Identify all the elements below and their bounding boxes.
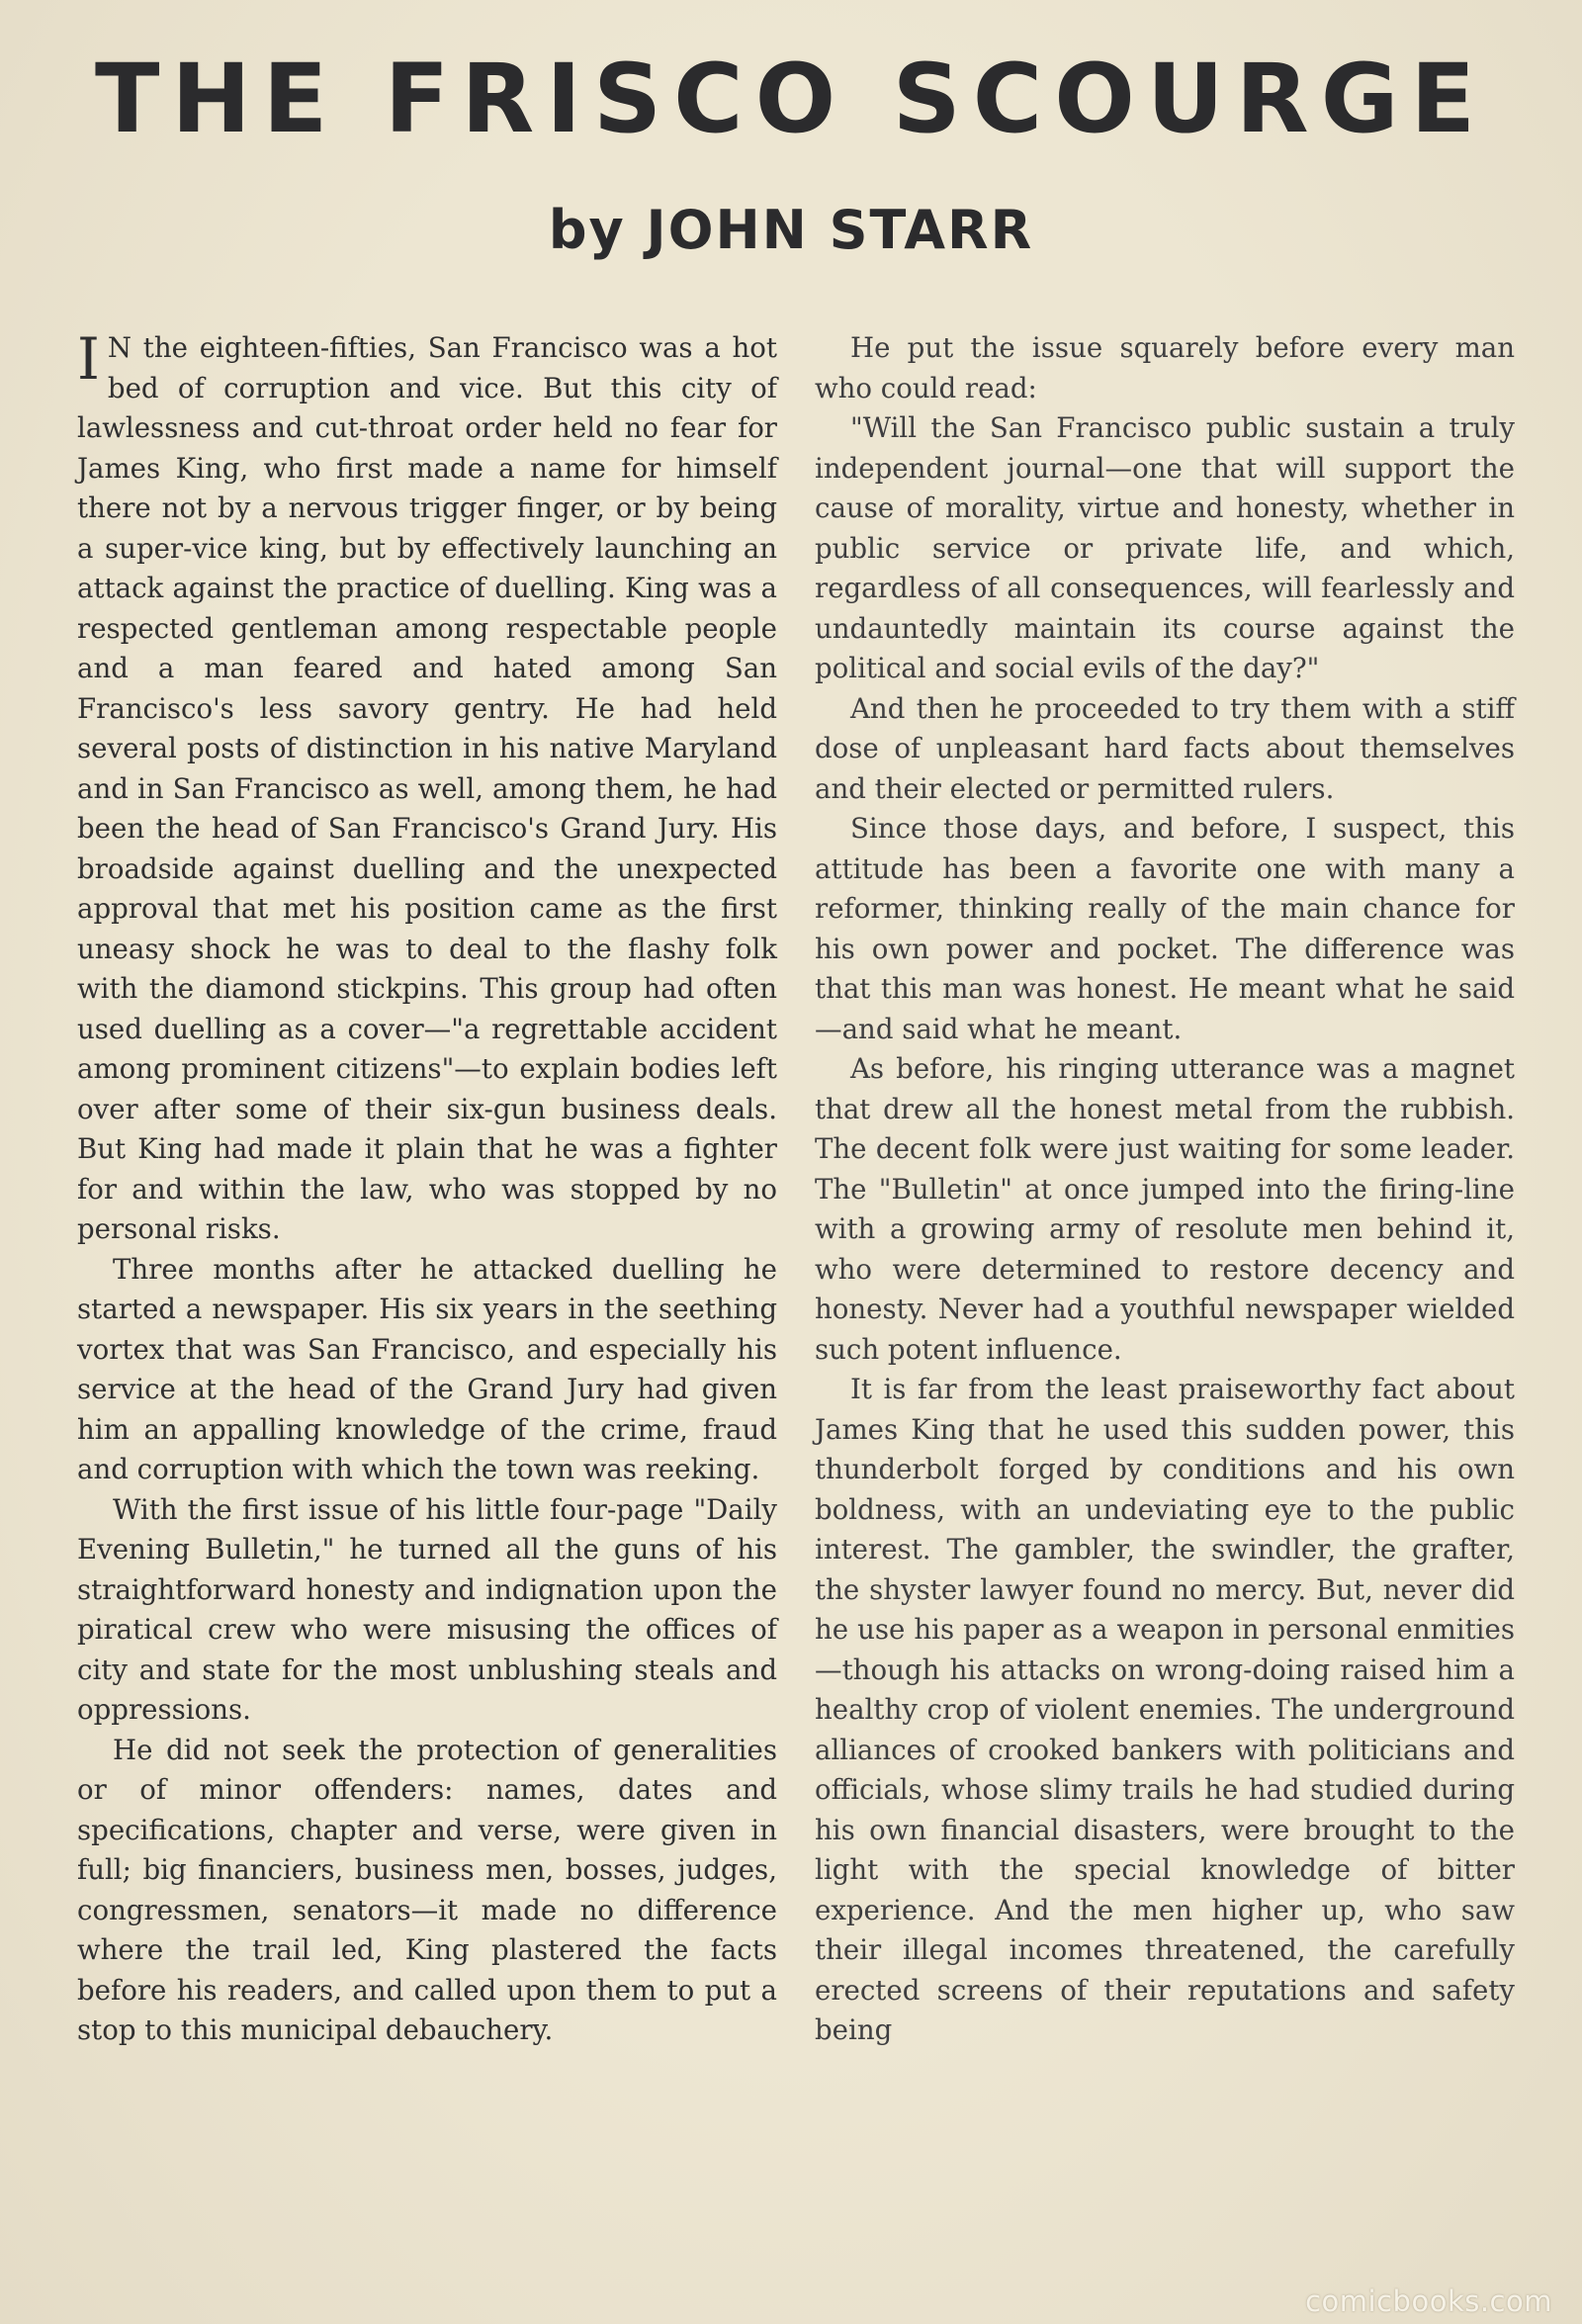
paragraph: And then he proceeded to try them with a stiff dose of unpleasant hard facts about themselves and their elected or permitted rulers. xyxy=(815,691,1515,805)
paragraph: Three months after he attacked duelling he started a newspaper. His six years in the seething vortex that was San Francisco, and especially his service at the head of the Grand Jury had given him an appalling knowledge of the crime, fraud and corruption with which the town was reeking. xyxy=(77,1252,777,1485)
paragraph xyxy=(77,325,777,1250)
source-watermark: comicbooks.com xyxy=(1305,2284,1552,2318)
left-column xyxy=(77,325,777,2051)
paragraph: With the first issue of his little four-page "Daily Evening Bulletin," he turned all the guns of his straightforward honesty and indignation upon the piratical crew who were misusing the offices of city and state for the most unblushing steals and oppressions. xyxy=(77,1492,777,1726)
quoted-paragraph: "Will the San Francisco public sustain a truly independent journal—one that will support the cause of morality, virtue and honesty, whether in public service or private life, and which, regardless of all consequences, will fearlessly and undauntedly maintain its course against the political and social evils of the day?" xyxy=(815,411,1515,684)
drop-cap: I xyxy=(77,325,100,393)
paragraph: He put the issue squarely before every man who could read: xyxy=(815,331,1515,404)
article-byline: by JOHN STARR xyxy=(548,199,1034,261)
article-title: THE FRISCO SCOURGE xyxy=(94,44,1488,154)
right-column xyxy=(815,328,1515,2051)
paragraph: Since those days, and before, I suspect, this attitude has been a favorite one with many a reformer, thinking really of the main chance for his own power and pocket. The difference was that this man was honest. He meant what he said—and said what he meant. xyxy=(815,812,1515,1045)
paragraph: It is far from the least praiseworthy fact about James King that he used this sudden power, this thunderbolt forged by conditions and his own boldness, with an undeviating eye to the public interest. The gambler, the swindler, the grafter, the shyster lawyer found no mercy. But, never did he use his paper as a weapon in personal enmities—though his attacks on wrong-doing raised him a healthy crop of violent enemies. The underground alliances of crooked bankers with politicians and officials, whose slimy trails he had studied during his own financial disasters, were brought to the light with the special knowledge of bitter experience. And the men higher up, who saw their illegal incomes threatened, the carefully erected screens of their reputations and safety being xyxy=(815,1373,1515,2046)
paragraph: He did not seek the protection of generalities or of minor offenders: names, dates and specifications, chapter and verse, were given in full; big financiers, business men, bosses, judges, congressmen, senators—it made no difference where the trail led, King plastered the facts before his readers, and called upon them to put a stop to this municipal debauchery. xyxy=(77,1733,777,2046)
paragraph-text: N the eighteen-fifties, San Francisco was a hot bed of corruption and vice. But this city of lawlessness and cut-throat order held no fear for James King, who first made a name for himself there not by a nervous trigger finger, or by being a super-vice king, but by effectively launching an attack against the practice of duelling. King was a respected gentleman among respectable people and a man feared and hated among San Francisco's less savory gentry. He had held several posts of distinction in his native Maryland and in San Francisco as well, among them, he had been the head of San Francisco's Grand Jury. His broadside against duelling and the unexpected approval that met his position came as the first uneasy shock he was to deal to the flashy folk with the diamond stickpins. This group had often used duelling as a cover—"a regrettable accident among prominent citizens"—to explain bodies left over after some of their six-gun business deals. But King had made it plain that he was a fighter for and within the law, who was stopped by no personal risks. xyxy=(77,331,777,1245)
paragraph: As before, his ringing utterance was a magnet that drew all the honest metal from the rubbish. The decent folk were just waiting for some leader. The "Bulletin" at once jumped into the firing-line with a growing army of resolute men behind it, who were determined to restore decency and honesty. Never had a youthful newspaper wielded such potent influence. xyxy=(815,1052,1515,1366)
